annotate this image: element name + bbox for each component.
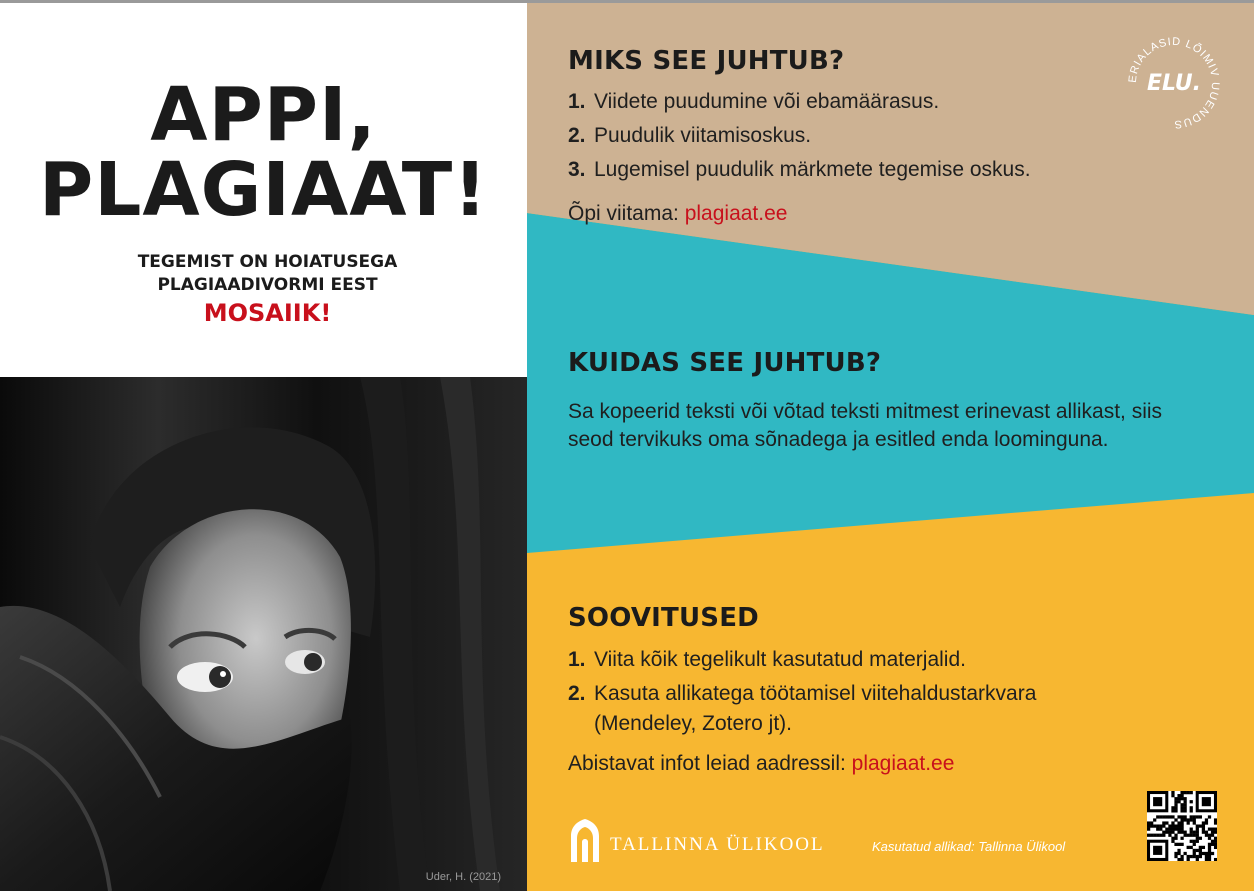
section-title-how: KUIDAS SEE JUHTUB? (568, 348, 882, 378)
why-item-1 (568, 87, 939, 117)
section-title-why: MIKS SEE JUHTUB? (568, 46, 845, 76)
university-name: TALLINNA ÜLIKOOL (610, 834, 825, 855)
qr-code[interactable] (1147, 791, 1217, 861)
learn-line (568, 199, 787, 229)
info-line (568, 749, 954, 779)
badge-center-text: ELU. (1146, 71, 1202, 96)
why-item-1-num: 1. (568, 90, 586, 113)
info-link[interactable]: plagiaat.ee (851, 752, 955, 775)
recommend-item-1 (568, 645, 966, 675)
subtitle-line-2: PLAGIAADIVORMI EEST (157, 275, 378, 295)
university-logo (568, 818, 825, 864)
recommend-item-1-text: Viita kõik tegelikult kasutatud materjalid. (594, 648, 966, 671)
headline-line-2: PLAGIAAT! (39, 147, 488, 233)
how-paragraph: Sa kopeerid teksti või võtad teksti mitmest erinevast allikast, siis seod tervikuks oma sõnadega ja esitled enda loominguna. (568, 400, 1163, 451)
badge-ring-text: ERIALASID LÕIMIV UUENDUS (1126, 35, 1222, 131)
sources-note: Kasutatud allikad: Tallinna Ülikool (872, 839, 1066, 854)
learn-prefix: Õpi viitama: (568, 202, 685, 225)
university-crest-icon (568, 818, 602, 864)
recommend-item-2-cont (568, 709, 792, 739)
why-item-2-text: Puudulik viitamisoskus. (594, 124, 812, 147)
headline-line-1: APPI, (150, 72, 377, 158)
recommend-item-2 (568, 679, 1036, 709)
section-title-recommendations: SOOVITUSED (568, 603, 759, 633)
why-item-3 (568, 155, 1031, 185)
recommend-item-2-num: 2. (568, 682, 586, 705)
photo-illustration (0, 377, 527, 891)
elu-badge-icon (1119, 28, 1229, 138)
recommend-item-1-num: 1. (568, 648, 586, 671)
recommend-item-2-text: Kasuta allikatega töötamisel viitehaldustarkvara (594, 682, 1037, 705)
subtitle-line-1: TEGEMIST ON HOIATUSEGA (137, 252, 398, 272)
photo-credit: Uder, H. (2021) (425, 871, 501, 883)
subtitle-highlight: MOSAIIK! (203, 299, 332, 327)
why-item-3-num: 3. (568, 158, 586, 181)
why-item-3-text: Lugemisel puudulik märkmete tegemise oskus. (594, 158, 1031, 181)
why-item-1-text: Viidete puudumine või ebamäärasus. (594, 90, 940, 113)
info-prefix: Abistavat infot leiad aadressil: (568, 752, 852, 775)
right-info-panel (527, 3, 1254, 891)
learn-link[interactable]: plagiaat.ee (684, 202, 788, 225)
why-item-2-num: 2. (568, 124, 586, 147)
woman-photo (0, 377, 527, 891)
recommend-item-2-text2: (Mendeley, Zotero jt). (594, 712, 793, 735)
why-item-2 (568, 121, 811, 151)
